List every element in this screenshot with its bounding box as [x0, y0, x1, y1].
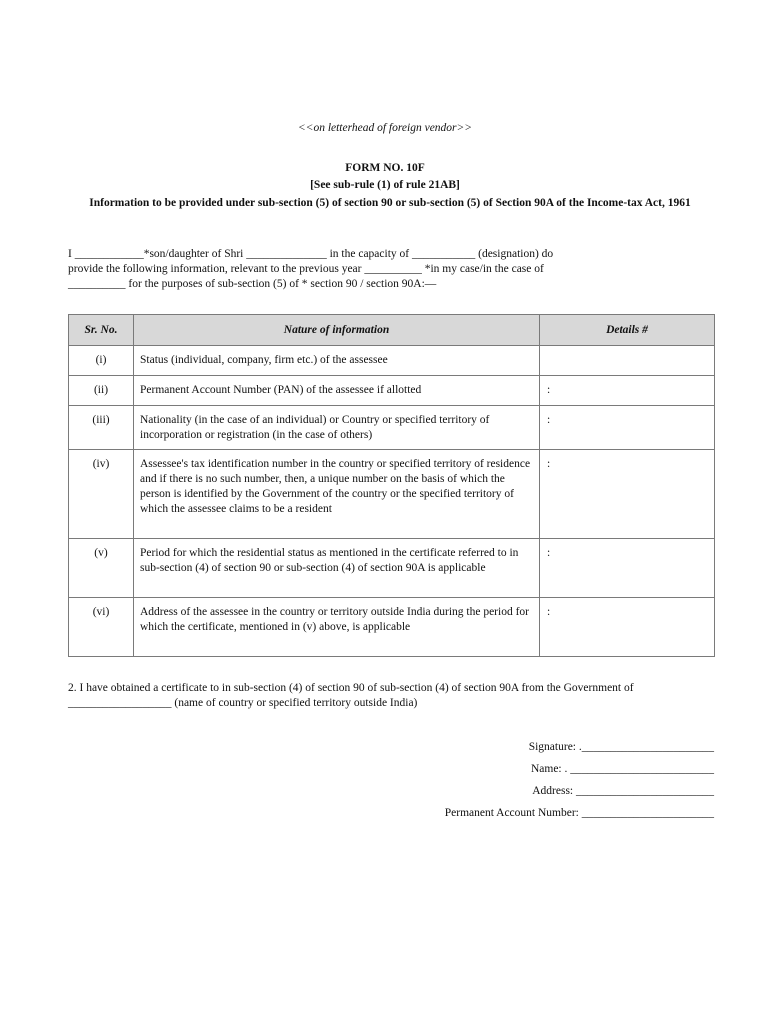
row-sr-no: (iii): [69, 406, 134, 450]
intro-line: I ____________*son/daughter of Shri ______________ in the capacity of ___________ (designation) do: [68, 248, 554, 260]
row-details[interactable]: :: [540, 450, 715, 539]
row-sr-no: (v): [69, 539, 134, 598]
declaration-paragraph: 2. I have obtained a certificate to in sub-section (4) of section 90 of sub-section (4) of section 90A from the Government of __________________ (name of country or specified territory outside India): [68, 682, 634, 709]
information-table: [68, 314, 715, 657]
table-row: [69, 406, 715, 450]
row-nature: Status (individual, company, firm etc.) of the assessee: [134, 346, 540, 376]
form-number: FORM NO. 10F: [345, 162, 425, 174]
table-row: [69, 450, 715, 539]
form-heading: Information to be provided under sub-section (5) of section 90 or sub-section (5) of Section 90A of the Income-tax Act, 1961: [89, 197, 691, 209]
header-details: Details #: [540, 315, 715, 346]
row-nature: Address of the assessee in the country or territory outside India during the period for which the certificate, mentioned in (v) above, is applicable: [134, 598, 540, 657]
header-sr-no: Sr. No.: [69, 315, 134, 346]
name-line[interactable]: Name: . _________________________: [530, 763, 714, 775]
row-nature: Nationality (in the case of an individual) or Country or specified territory of incorporation or registration (in the case of others): [134, 406, 540, 450]
address-line[interactable]: Address: ________________________: [532, 785, 714, 797]
table-row: [69, 598, 715, 657]
table-header-row: [69, 315, 715, 346]
intro-paragraph: [68, 247, 718, 292]
table-row: [69, 346, 715, 376]
row-details[interactable]: :: [540, 406, 715, 450]
row-nature: Assessee's tax identification number in the country or specified territory of residence and if there is no such number, then, a unique number on the basis of which the person is identified by the Government of the country or the specified territory of which the assessee claims to be a resident: [134, 450, 540, 539]
row-sr-no: (vi): [69, 598, 134, 657]
letterhead-note: <<on letterhead of foreign vendor>>: [297, 122, 473, 134]
row-details[interactable]: :: [540, 376, 715, 406]
row-details[interactable]: :: [540, 598, 715, 657]
pan-line[interactable]: Permanent Account Number: _______________________: [444, 807, 714, 819]
row-nature: Permanent Account Number (PAN) of the assessee if allotted: [134, 376, 540, 406]
row-sr-no: (iv): [69, 450, 134, 539]
row-details[interactable]: [540, 346, 715, 376]
intro-line: provide the following information, relevant to the previous year __________ *in my case/in the case of: [68, 263, 544, 275]
header-nature: Nature of information: [134, 315, 540, 346]
row-sr-no: (ii): [69, 376, 134, 406]
row-sr-no: (i): [69, 346, 134, 376]
row-nature: Period for which the residential status as mentioned in the certificate referred to in sub-section (4) of section 90 or sub-section (4) of section 90A is applicable: [134, 539, 540, 598]
rule-reference: [See sub-rule (1) of rule 21AB]: [310, 179, 460, 191]
signature-line[interactable]: Signature: ._______________________: [528, 741, 714, 753]
intro-line: __________ for the purposes of sub-section (5) of * section 90 / section 90A:—: [68, 278, 437, 290]
table-row: [69, 539, 715, 598]
row-details[interactable]: :: [540, 539, 715, 598]
table-row: [69, 376, 715, 406]
